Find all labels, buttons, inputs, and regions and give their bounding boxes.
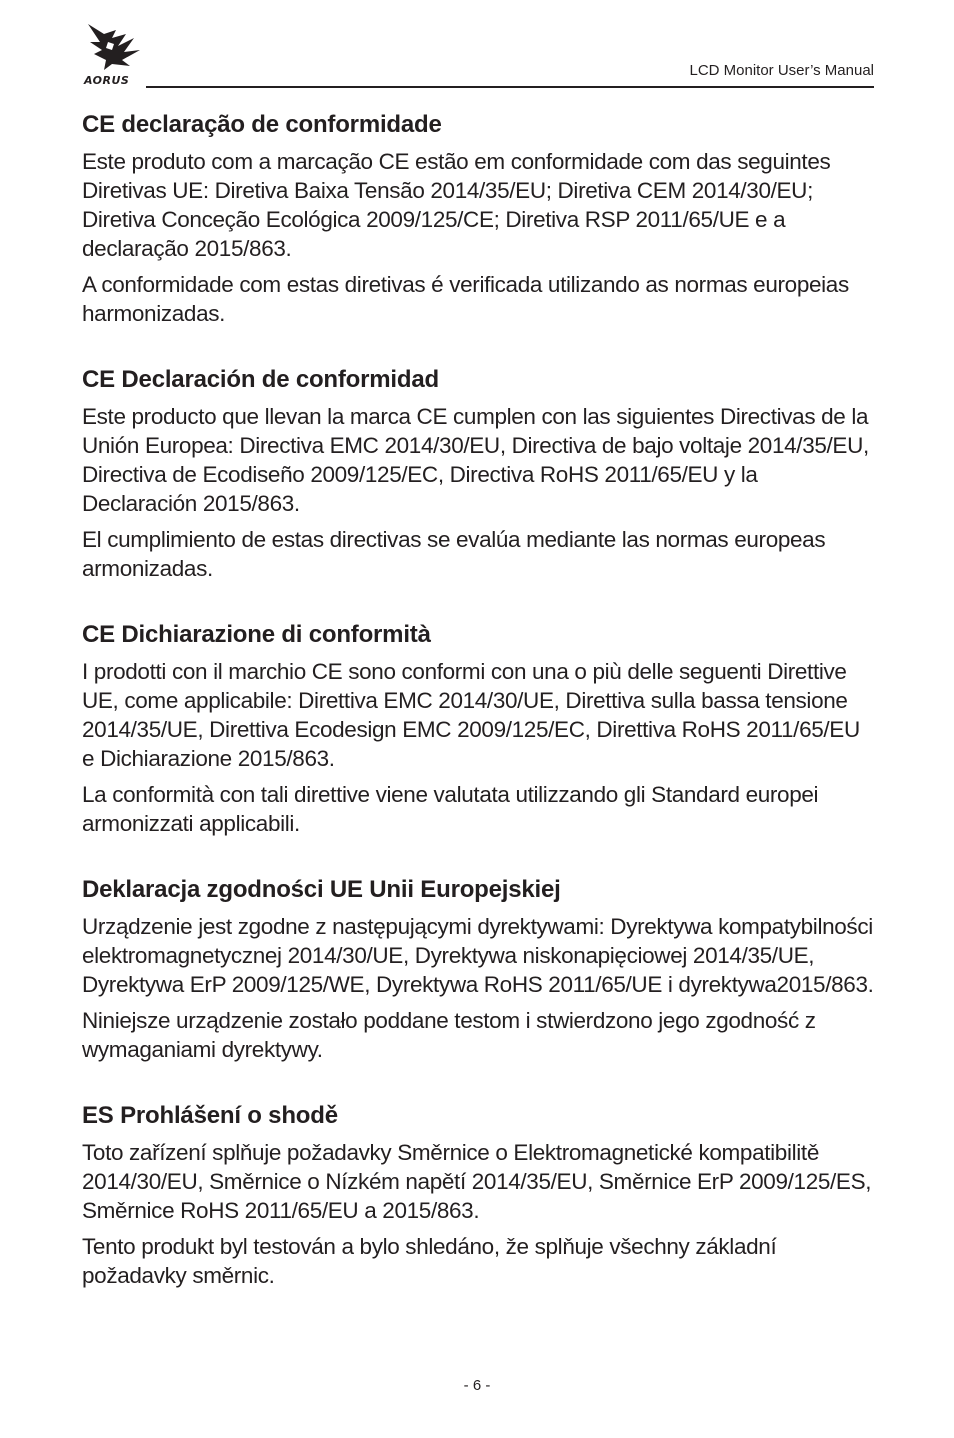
section-ce-declaracion-es (82, 363, 874, 583)
page-header (82, 20, 874, 92)
section-paragraph: I prodotti con il marchio CE sono conformi con una o più delle seguenti Direttive UE, come applicabile: Direttiva EMC 2014/30/UE, Direttiva sulla bassa tensione 2014/35/UE, Direttiva Ecodesign EMC 2009/125/EC, Direttiva RoHS 2011/65/EU e Dichiarazione 2015/863. (82, 659, 860, 771)
section-paragraph: Este produto com a marcação CE estão em conformidade com das seguintes Diretivas UE: Diretiva Baixa Tensão 2014/35/EU; Diretiva CEM 2014/30/EU; Diretiva Conceção Ecológica 2009/125/CE; Diretiva RSP 2011/65/UE e a declaração 2015/863. (82, 149, 831, 261)
aorus-logo (82, 20, 144, 90)
header-divider (146, 86, 874, 88)
section-heading: CE Declaración de conformidad (82, 366, 439, 393)
manual-title: LCD Monitor User’s Manual (689, 62, 874, 79)
section-heading: CE Dichiarazione di conformità (82, 621, 431, 648)
page-number: - 6 - (463, 1377, 491, 1394)
section-paragraph: El cumplimiento de estas directivas se evalúa mediante las normas europeas armonizadas. (82, 527, 826, 581)
section-ce-declaracao-pt (82, 108, 874, 328)
section-ce-dichiarazione-it (82, 618, 874, 838)
section-heading: Deklaracja zgodności UE Unii Europejskiej (82, 876, 561, 903)
section-heading: CE declaração de conformidade (82, 111, 442, 138)
section-paragraph: Tento produkt byl testován a bylo shledáno, že splňuje všechny základní požadavky směrnic. (82, 1234, 777, 1288)
section-paragraph: A conformidade com estas diretivas é verificada utilizando as normas europeias harmonizadas. (82, 272, 849, 326)
section-deklaracja-pl (82, 873, 874, 1064)
section-paragraph: Urządzenie jest zgodne z następującymi dyrektywami: Dyrektywa kompatybilności elektromagnetycznej 2014/30/UE, Dyrektywa niskonapięciowej 2014/35/UE, Dyrektywa ErP 2009/125/WE, Dyrektywa RoHS 2011/65/UE i dyrektywa2015/863. (82, 914, 874, 997)
section-paragraph: Toto zařízení splňuje požadavky Směrnice o Elektromagnetické kompatibilitě 2014/30/EU, Směrnice o Nízkém napětí 2014/35/EU, Směrnice ErP 2009/125/ES, Směrnice RoHS 2011/65/EU a 2015/863. (82, 1140, 872, 1223)
section-heading: ES Prohlášení o shodě (82, 1102, 338, 1129)
page-content (82, 108, 874, 1325)
aorus-wordmark: AORUS (84, 74, 130, 87)
section-paragraph: Este producto que llevan la marca CE cumplen con las siguientes Directivas de la Unión Europea: Directiva EMC 2014/30/EU, Directiva de bajo voltaje 2014/35/EU, Directiva de Ecodiseño 2009/125/EC, Directiva RoHS 2011/65/EU y la Declaración 2015/863. (82, 404, 869, 516)
section-paragraph: La conformità con tali direttive viene valutata utilizzando gli Standard europei armonizzati applicabili. (82, 782, 819, 836)
section-paragraph: Niniejsze urządzenie zostało poddane testom i stwierdzono jego zgodność z wymaganiami dyrektywy. (82, 1008, 816, 1062)
section-prohlaseni-cz (82, 1099, 874, 1290)
